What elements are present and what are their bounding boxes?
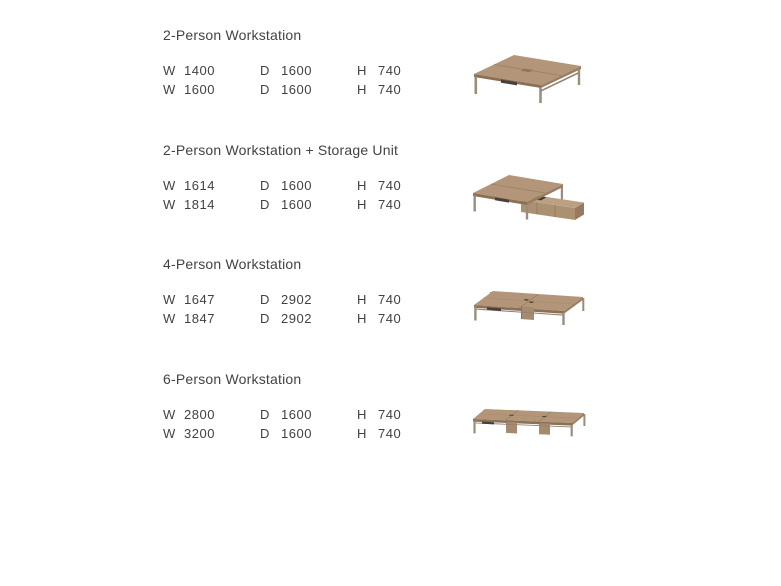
height-value: 740 <box>378 426 402 441</box>
depth-value: 1600 <box>281 197 312 212</box>
spec-row <box>163 405 401 424</box>
height-value: 740 <box>378 311 402 326</box>
height-label: H <box>357 197 367 212</box>
width-value: 1400 <box>184 63 215 78</box>
depth-label: D <box>260 63 270 78</box>
width-label: W <box>163 63 176 78</box>
width-value: 1847 <box>184 311 215 326</box>
height-value: 740 <box>378 292 402 307</box>
width-value: 3200 <box>184 426 215 441</box>
depth-label: D <box>260 426 270 441</box>
spec-row <box>163 176 401 195</box>
height-label: H <box>357 407 367 422</box>
spec-row <box>163 309 401 328</box>
spec-table <box>163 176 401 214</box>
height-value: 740 <box>378 63 402 78</box>
2-person-workstation-storage-illustration <box>471 167 589 229</box>
depth-label: D <box>260 311 270 326</box>
depth-label: D <box>260 178 270 193</box>
2-person-workstation-illustration <box>471 46 589 108</box>
height-label: H <box>357 311 367 326</box>
section-2-person-workstation-storage <box>163 143 608 243</box>
height-value: 740 <box>378 178 402 193</box>
width-label: W <box>163 82 176 97</box>
section-6-person-workstation <box>163 372 608 472</box>
width-value: 1614 <box>184 178 215 193</box>
depth-label: D <box>260 197 270 212</box>
width-value: 1647 <box>184 292 215 307</box>
spec-table <box>163 61 401 99</box>
section-4-person-workstation <box>163 257 608 357</box>
section-title: 4-Person Workstation <box>163 256 302 272</box>
depth-value: 1600 <box>281 407 312 422</box>
height-label: H <box>357 426 367 441</box>
6-person-workstation-illustration <box>471 382 589 444</box>
section-title: 6-Person Workstation <box>163 371 302 387</box>
width-value: 1600 <box>184 82 215 97</box>
product-image-4-person-workstation <box>471 267 589 329</box>
width-label: W <box>163 311 176 326</box>
spec-table <box>163 290 401 328</box>
width-label: W <box>163 426 176 441</box>
depth-value: 1600 <box>281 82 312 97</box>
width-label: W <box>163 292 176 307</box>
depth-label: D <box>260 407 270 422</box>
height-label: H <box>357 292 367 307</box>
spec-row <box>163 424 401 443</box>
width-label: W <box>163 197 176 212</box>
depth-value: 2902 <box>281 311 312 326</box>
width-label: W <box>163 407 176 422</box>
height-value: 740 <box>378 82 402 97</box>
spec-row <box>163 61 401 80</box>
height-value: 740 <box>378 407 402 422</box>
height-value: 740 <box>378 197 402 212</box>
height-label: H <box>357 82 367 97</box>
width-value: 1814 <box>184 197 215 212</box>
height-label: H <box>357 63 367 78</box>
product-image-2-person-workstation <box>471 46 589 108</box>
width-value: 2800 <box>184 407 215 422</box>
product-image-2-person-workstation-storage <box>471 167 589 229</box>
depth-label: D <box>260 82 270 97</box>
section-2-person-workstation <box>163 28 608 128</box>
depth-value: 1600 <box>281 426 312 441</box>
section-title: 2-Person Workstation + Storage Unit <box>163 142 399 158</box>
width-label: W <box>163 178 176 193</box>
spec-row <box>163 290 401 309</box>
spec-row <box>163 195 401 214</box>
section-title: 2-Person Workstation <box>163 27 302 43</box>
product-image-6-person-workstation <box>471 382 589 444</box>
height-label: H <box>357 178 367 193</box>
depth-value: 2902 <box>281 292 312 307</box>
depth-value: 1600 <box>281 63 312 78</box>
depth-value: 1600 <box>281 178 312 193</box>
depth-label: D <box>260 292 270 307</box>
spec-row <box>163 80 401 99</box>
spec-table <box>163 405 401 443</box>
4-person-workstation-illustration <box>471 267 589 329</box>
